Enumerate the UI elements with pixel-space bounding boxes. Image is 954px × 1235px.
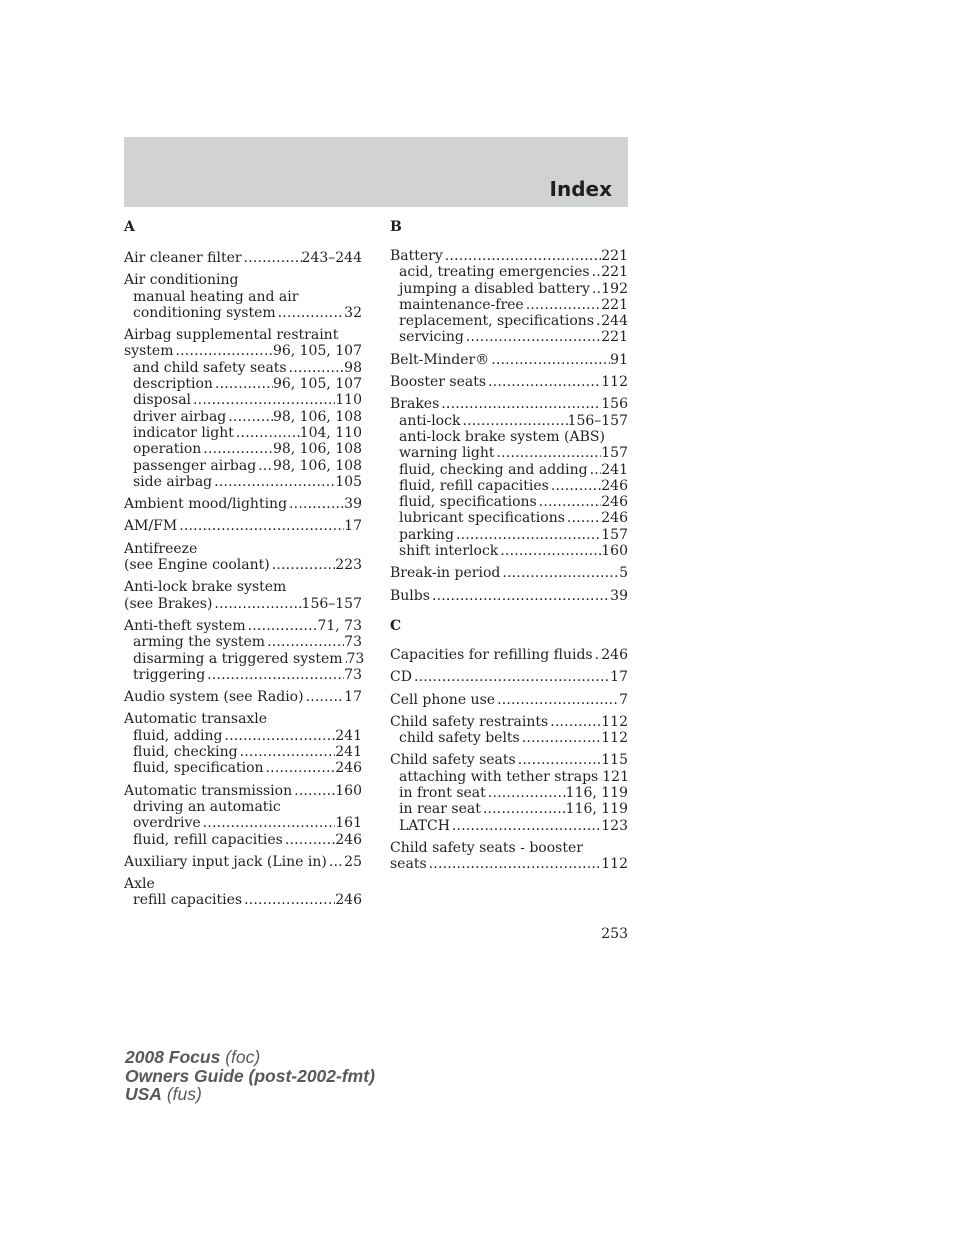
dot-leader: [464, 329, 601, 345]
dot-leader: [177, 518, 344, 534]
index-entry: [390, 588, 628, 604]
index-subentry-line: [124, 441, 362, 457]
entry-term: arming the system: [133, 634, 266, 651]
entry-term: driver airbag: [133, 408, 227, 425]
dot-leader: [520, 730, 602, 746]
index-entry-line: [390, 856, 628, 872]
index-subentry-line: [390, 281, 628, 297]
entry-term: seats: [390, 856, 427, 873]
index-entry: [390, 352, 628, 368]
dot-leader: [537, 494, 602, 510]
dot-leader: [495, 445, 602, 461]
entry-page-ref: 71, 73: [317, 617, 362, 634]
dot-leader: [343, 651, 347, 667]
entry-page-ref: 241: [601, 461, 628, 478]
index-entry: [390, 374, 628, 390]
entry-page-ref: 246: [335, 831, 362, 848]
dot-leader: [222, 728, 335, 744]
index-subentry-line: [390, 510, 628, 526]
entry-term: Child safety seats - booster: [390, 839, 583, 856]
entry-page-ref: 241: [335, 744, 362, 761]
entry-page-ref: 73: [344, 634, 362, 651]
dot-leader: [270, 557, 336, 573]
entry-page-ref: 98, 106, 108: [272, 441, 362, 458]
entry-page-ref: 98: [344, 359, 362, 376]
dot-leader: [486, 374, 601, 390]
entry-term: CD: [390, 669, 412, 686]
index-entry-line: [390, 714, 628, 730]
entry-term: servicing: [399, 329, 464, 346]
entry-page-ref: 105: [335, 473, 362, 490]
index-entry: [390, 714, 628, 747]
entry-page-ref: 246: [601, 510, 628, 527]
index-entry: [390, 669, 628, 685]
dot-leader: [173, 343, 272, 359]
index-entry: [124, 783, 362, 848]
entry-term: Bulbs: [390, 587, 430, 604]
index-subentry-line: [390, 429, 628, 445]
index-entry: [124, 617, 365, 683]
entry-term: maintenance-free: [399, 296, 524, 313]
entry-term: acid, treating emergencies: [399, 264, 590, 281]
entry-term: indicator light: [133, 424, 234, 441]
entry-page-ref: 116, 119: [565, 785, 628, 802]
footer-market-code: (fus): [161, 1084, 202, 1104]
index-entry-line: [390, 588, 628, 604]
dot-leader: [238, 744, 336, 760]
entry-term: Air conditioning: [124, 272, 239, 289]
dot-leader: [481, 801, 566, 817]
dot-leader: [287, 360, 345, 376]
dot-leader: [201, 441, 273, 457]
entry-term: fluid, specification: [133, 760, 264, 777]
entry-page-ref: 112: [601, 856, 628, 873]
index-subentry-line: [390, 297, 628, 313]
entry-term: system: [124, 343, 174, 360]
entry-page-ref: 112: [601, 713, 628, 730]
index-subentry-line: [124, 360, 362, 376]
entry-term: anti-lock brake system (ABS): [399, 428, 605, 445]
entry-term: Auxiliary input jack (Line in): [124, 853, 327, 870]
index-entry: [124, 250, 362, 266]
index-subentry-line: [390, 445, 628, 461]
index-subentry-line: [124, 728, 362, 744]
index-entry-line: [390, 840, 628, 856]
index-entry: [124, 496, 362, 512]
index-entry: [124, 711, 362, 776]
entry-page-ref: 243–244: [301, 250, 362, 266]
dot-leader: [588, 462, 602, 478]
entry-term: Brakes: [390, 396, 440, 413]
entry-page-ref: 112: [601, 374, 628, 391]
index-entry: [390, 752, 628, 833]
entry-page-ref: 160: [335, 782, 362, 799]
dot-leader: [246, 618, 318, 634]
entry-page-ref: 110: [335, 392, 362, 409]
index-entry-line: [390, 752, 628, 768]
entry-page-ref: 221: [601, 296, 628, 313]
entry-page-ref: 246: [601, 494, 628, 511]
entry-term: description: [133, 376, 213, 393]
dot-leader: [430, 588, 610, 604]
dot-leader: [201, 815, 336, 831]
index-entry: [124, 541, 362, 574]
entry-page-ref: 157: [601, 445, 628, 462]
entry-page-ref: 17: [344, 689, 362, 706]
index-subentry-line: [124, 376, 362, 392]
entry-page-ref: 98, 106, 108: [272, 408, 362, 425]
index-subentry-line: [124, 634, 362, 650]
index-subentry-line: [390, 264, 628, 280]
entry-term: fluid, adding: [133, 727, 223, 744]
dot-leader: [495, 692, 619, 708]
index-entry-line: [124, 783, 362, 799]
dot-leader: [439, 396, 601, 412]
entry-page-ref: 246: [335, 760, 362, 777]
entry-page-ref: 112: [601, 730, 628, 747]
entry-term: manual heating and air: [133, 288, 299, 305]
entry-term: disarming a triggered system: [133, 650, 343, 667]
section-letter-a: A: [124, 219, 135, 235]
dot-leader: [443, 248, 601, 264]
entry-page-ref: 221: [601, 264, 628, 281]
entry-term: fluid, refill capacities: [133, 831, 283, 848]
entry-term: (see Engine coolant): [124, 557, 270, 574]
dot-leader: [590, 264, 602, 280]
entry-page-ref: 157: [601, 526, 628, 543]
index-subentry-line: [124, 832, 362, 848]
index-subentry-line: [124, 474, 362, 490]
dot-leader: [454, 527, 601, 543]
dot-leader: [427, 856, 602, 872]
dot-leader: [213, 376, 273, 392]
page-number: 253: [601, 926, 628, 942]
entry-term: Airbag supplemental restraint: [124, 327, 339, 344]
document-footer: [125, 1048, 375, 1104]
dot-leader: [327, 854, 344, 870]
dot-leader: [264, 760, 336, 776]
dot-leader: [212, 596, 301, 612]
entry-term: child safety belts: [399, 730, 520, 747]
entry-term: Child safety restraints: [390, 713, 549, 730]
entry-page-ref: 39: [344, 496, 362, 513]
entry-term: in front seat: [399, 785, 486, 802]
dot-leader: [242, 892, 335, 908]
index-entry: [124, 854, 362, 870]
index-subentry-line: [124, 892, 362, 908]
index-entry-line: [390, 352, 628, 368]
entry-page-ref: 241: [335, 727, 362, 744]
entry-term: anti-lock: [399, 412, 461, 429]
index-entry-line: [124, 343, 362, 359]
footer-market: USA: [125, 1084, 162, 1104]
entry-term: fluid, specifications: [399, 494, 537, 511]
page-title: Index: [549, 177, 612, 201]
index-subentry-line: [390, 478, 628, 494]
index-entry: [124, 272, 362, 321]
entry-term: refill capacities: [133, 892, 243, 909]
entry-term: AM/FM: [124, 518, 178, 535]
index-subentry-line: [124, 458, 362, 474]
index-entry: [124, 327, 362, 490]
entry-term: in rear seat: [399, 801, 481, 818]
index-subentry-line: [124, 799, 362, 815]
dot-leader: [242, 250, 302, 266]
index-subentry-line: [390, 313, 628, 329]
dot-leader: [212, 474, 335, 490]
entry-term: passenger airbag: [133, 457, 257, 474]
index-entry: [390, 396, 628, 559]
entry-term: attaching with tether straps: [399, 768, 599, 785]
index-subentry-line: [124, 409, 362, 425]
index-entry-line: [390, 396, 628, 412]
entry-term: parking: [399, 526, 454, 543]
entry-page-ref: 246: [335, 892, 362, 909]
index-column-right: [390, 219, 628, 879]
entry-term: Belt-Minder®: [390, 351, 490, 368]
entry-term: side airbag: [133, 473, 213, 490]
entry-term: Break-in period: [390, 565, 501, 582]
index-entry-line: [390, 565, 628, 581]
index-entry: [124, 579, 362, 612]
index-entry-line: [124, 711, 362, 727]
entry-page-ref: 96, 105, 107: [272, 343, 362, 360]
entry-term: warning light: [399, 445, 495, 462]
entry-term: fluid, checking: [133, 744, 238, 761]
index-entry-line: [124, 579, 362, 595]
entries-b: [390, 248, 628, 604]
index-subentry-line: [390, 494, 628, 510]
entry-term: Air cleaner filter: [124, 250, 242, 266]
dot-leader: [500, 565, 619, 581]
index-subentry-line: [124, 650, 365, 667]
footer-model: 2008 Focus: [125, 1047, 221, 1067]
entry-term: conditioning system: [133, 304, 276, 321]
entry-page-ref: 123: [601, 817, 628, 834]
index-entry-line: [390, 647, 628, 663]
dot-leader: [598, 769, 602, 785]
index-subentry-line: [390, 818, 628, 834]
dot-leader: [304, 689, 345, 705]
index-subentry-line: [124, 305, 362, 321]
dot-leader: [283, 832, 335, 848]
entry-page-ref: 246: [601, 646, 628, 663]
entry-page-ref: 161: [335, 815, 362, 832]
index-subentry-line: [124, 815, 362, 831]
entry-page-ref: 156–157: [567, 412, 628, 429]
entry-page-ref: 17: [610, 669, 628, 686]
footer-guide: Owners Guide (post-2002-fmt): [125, 1065, 375, 1086]
index-entry-line: [124, 272, 362, 288]
entry-page-ref: 121: [602, 768, 629, 785]
index-subentry-line: [124, 289, 362, 305]
entry-term: Automatic transmission: [124, 782, 293, 799]
dot-leader: [265, 634, 344, 650]
entry-page-ref: 104, 110: [299, 424, 362, 441]
index-subentry-line: [390, 527, 628, 543]
index-entry-line: [124, 541, 362, 557]
entry-term: Capacities for refilling fluids: [390, 646, 593, 663]
index-entry-line: [390, 692, 628, 708]
dot-leader: [287, 496, 344, 512]
index-column-left: [124, 219, 365, 915]
dot-leader: [590, 281, 601, 297]
entry-term: fluid, checking and adding: [399, 461, 588, 478]
section-letter-c: C: [390, 617, 402, 634]
index-entry: [390, 647, 628, 663]
index-subentry-line: [124, 744, 362, 760]
entry-page-ref: 160: [601, 543, 628, 560]
footer-model-code: (foc): [220, 1047, 261, 1067]
entry-page-ref: 244: [601, 313, 628, 330]
entry-page-ref: 91: [610, 351, 628, 368]
dot-leader: [486, 785, 566, 801]
entry-term: disposal: [133, 392, 192, 409]
index-subentry-line: [390, 769, 628, 785]
entry-term: lubricant specifications: [399, 510, 565, 527]
entry-term: fluid, refill capacities: [399, 477, 549, 494]
dot-leader: [548, 714, 601, 730]
index-entry: [124, 689, 362, 705]
index-entry-line: [124, 250, 362, 266]
entry-term: replacement, specifications: [399, 313, 595, 330]
entries-a: [124, 250, 365, 909]
entry-term: Ambient mood/lighting: [124, 496, 288, 513]
index-entry-line: [124, 518, 362, 534]
entry-page-ref: 17: [344, 518, 362, 535]
index-entry: [390, 840, 628, 873]
dot-leader: [593, 647, 602, 663]
index-subentry-line: [124, 392, 362, 408]
index-header-band: [124, 137, 628, 207]
section-letter-b: B: [390, 219, 402, 235]
index-entry: [390, 248, 628, 346]
entry-term: Booster seats: [390, 374, 487, 391]
entry-term: Cell phone use: [390, 691, 496, 708]
dot-leader: [460, 413, 567, 429]
entry-page-ref: 32: [344, 304, 362, 321]
entry-page-ref: 7: [619, 691, 628, 708]
entry-page-ref: 73: [346, 650, 365, 667]
dot-leader: [191, 392, 335, 408]
index-entry-line: [124, 689, 362, 705]
entry-page-ref: 246: [601, 477, 628, 494]
entry-term: operation: [133, 441, 202, 458]
entry-term: Battery: [390, 248, 443, 264]
index-entry-line: [124, 854, 362, 870]
index-subentry-line: [390, 462, 628, 478]
entry-term: shift interlock: [399, 543, 499, 560]
index-subentry-line: [124, 425, 362, 441]
index-entry-line: [124, 596, 362, 612]
index-subentry-line: [390, 801, 628, 817]
entry-page-ref: 192: [601, 280, 628, 297]
dot-leader: [516, 752, 602, 768]
index-subentry-line: [390, 413, 628, 429]
dot-leader: [450, 818, 601, 834]
dot-leader: [412, 669, 610, 685]
index-entry-line: [124, 327, 362, 343]
index-entry: [390, 692, 628, 708]
entry-page-ref: 96, 105, 107: [272, 376, 362, 393]
entry-term: Audio system (see Radio): [124, 689, 304, 706]
index-entry-line: [124, 618, 362, 634]
entry-term: and child safety seats: [133, 359, 287, 376]
index-entry-line: [390, 669, 628, 685]
dot-leader: [256, 458, 273, 474]
dot-leader: [205, 667, 344, 683]
dot-leader: [234, 425, 300, 441]
dot-leader: [498, 543, 601, 559]
entry-term: Automatic transaxle: [124, 711, 268, 728]
entry-page-ref: 221: [601, 329, 628, 346]
dot-leader: [276, 305, 345, 321]
index-subentry-line: [390, 785, 628, 801]
index-entry-line: [124, 876, 362, 892]
entry-page-ref: 39: [610, 587, 628, 604]
index-entry: [124, 876, 362, 909]
entry-term: Child safety seats: [390, 752, 516, 769]
entry-term: triggering: [133, 666, 206, 683]
index-entry-line: [124, 557, 362, 573]
entry-page-ref: 73: [344, 666, 362, 683]
entry-page-ref: 223: [335, 557, 362, 574]
entry-page-ref: 156–157: [301, 595, 362, 612]
entry-page-ref: 5: [619, 565, 628, 582]
index-entry: [124, 518, 362, 534]
entry-term: jumping a disabled battery: [399, 280, 590, 297]
entry-page-ref: 25: [344, 853, 362, 870]
entry-page-ref: 115: [601, 752, 628, 769]
entry-term: overdrive: [133, 815, 201, 832]
index-entry-line: [390, 248, 628, 264]
entry-page-ref: 156: [601, 396, 628, 413]
index-subentry-line: [390, 543, 628, 559]
dot-leader: [292, 783, 335, 799]
entry-page-ref: 116, 119: [565, 801, 628, 818]
entry-term: LATCH: [399, 817, 450, 834]
index-subentry-line: [390, 329, 628, 345]
index-subentry-line: [390, 730, 628, 746]
index-entry-line: [390, 374, 628, 390]
index-entry: [390, 565, 628, 581]
entry-term: Antifreeze: [124, 540, 198, 557]
entries-c: [390, 647, 628, 873]
entry-term: (see Brakes): [124, 595, 213, 612]
dot-leader: [594, 313, 601, 329]
dot-leader: [549, 478, 601, 494]
entry-term: Axle: [124, 876, 155, 893]
entry-term: Anti-theft system: [124, 617, 246, 634]
dot-leader: [226, 409, 273, 425]
dot-leader: [524, 297, 602, 313]
index-entry-line: [124, 496, 362, 512]
dot-leader: [489, 352, 610, 368]
index-subentry-line: [124, 760, 362, 776]
entry-term: Anti-lock brake system: [124, 579, 287, 596]
index-subentry-line: [124, 667, 362, 683]
entry-page-ref: 98, 106, 108: [272, 457, 362, 474]
dot-leader: [565, 510, 601, 526]
entry-term: driving an automatic: [133, 798, 281, 815]
entry-page-ref: 221: [601, 248, 628, 264]
